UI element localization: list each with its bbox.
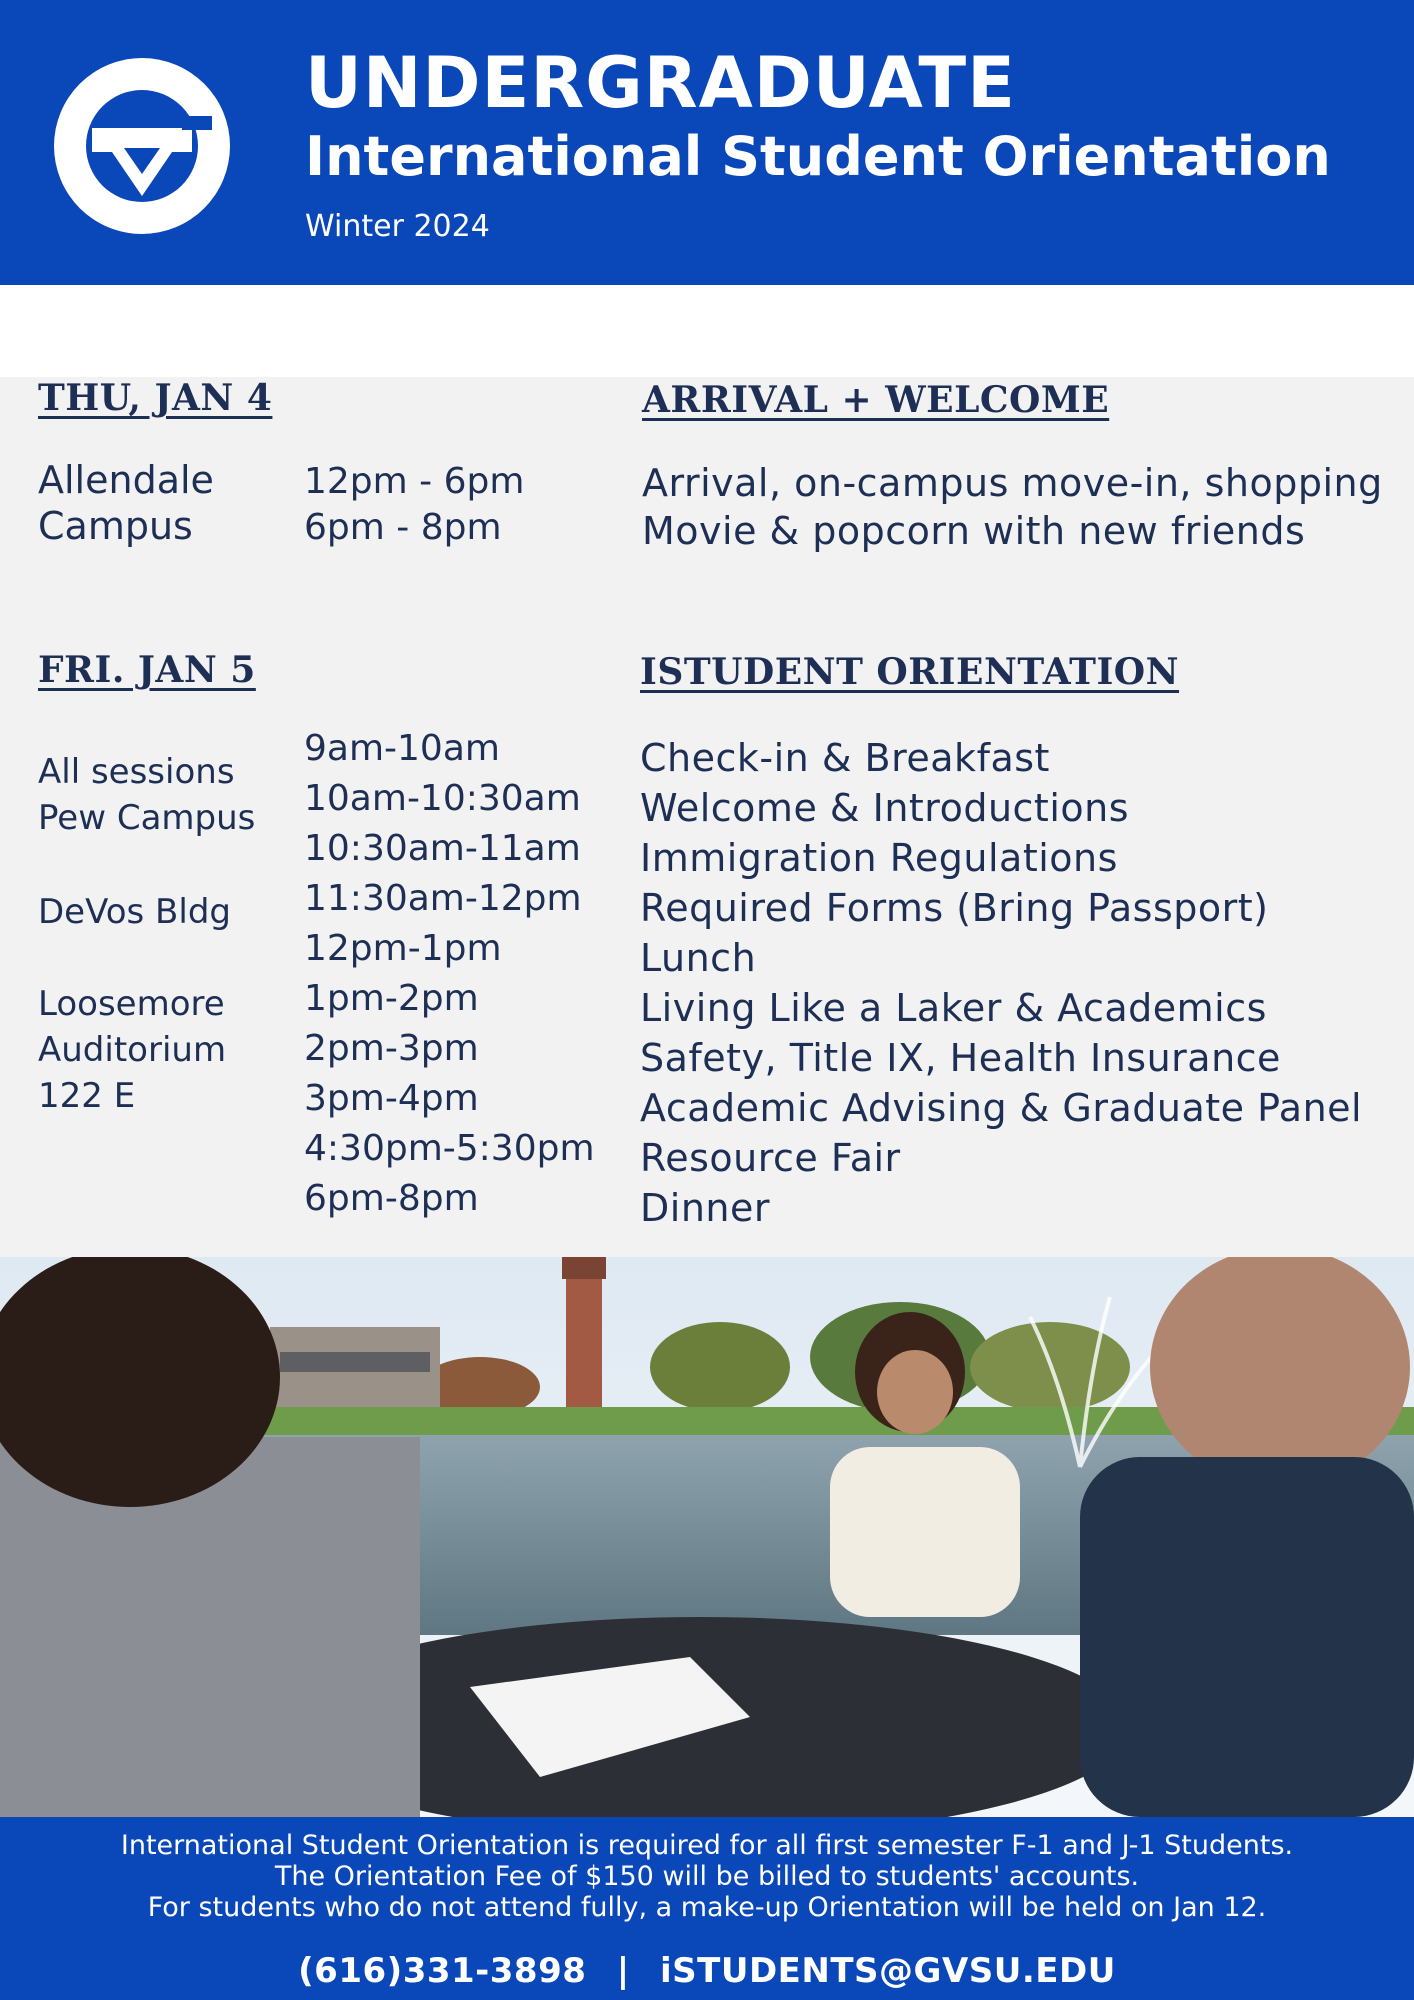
time-slot: 9am-10am bbox=[304, 728, 500, 769]
location-line: 122 E bbox=[38, 1076, 136, 1116]
schedule-panel bbox=[0, 377, 1414, 1257]
time-slot: 12pm-1pm bbox=[304, 928, 502, 969]
gvsu-logo-icon bbox=[52, 56, 232, 236]
activity-item: Arrival, on-campus move-in, shopping bbox=[642, 461, 1383, 505]
time-slot: 3pm-4pm bbox=[304, 1078, 479, 1119]
location-line: Pew Campus bbox=[38, 798, 256, 838]
activity-item: Required Forms (Bring Passport) bbox=[640, 886, 1269, 930]
footer-requirement-text: International Student Orientation is required for all first semester F-1 and J-1 Students. bbox=[120, 1830, 1294, 1861]
time-slot: 1pm-2pm bbox=[304, 978, 479, 1019]
location-line: Campus bbox=[38, 504, 193, 548]
phone-link[interactable]: (616)331-3898 bbox=[298, 1951, 587, 1991]
footer-contact bbox=[0, 1951, 1414, 1991]
location-line: All sessions bbox=[38, 752, 235, 792]
friday-room bbox=[38, 981, 226, 1119]
activity-item: Check-in & Breakfast bbox=[640, 736, 1050, 780]
activity-item: Resource Fair bbox=[640, 1136, 901, 1180]
time-slot: 6pm - 8pm bbox=[304, 507, 502, 548]
time-slot: 2pm-3pm bbox=[304, 1028, 479, 1069]
friday-sessions-location bbox=[38, 749, 255, 841]
activity-item: Lunch bbox=[640, 936, 757, 980]
thursday-location bbox=[38, 457, 214, 549]
location-line: Auditorium bbox=[38, 1030, 227, 1070]
footer-banner bbox=[0, 1817, 1414, 2000]
activity-item: Academic Advising & Graduate Panel bbox=[640, 1086, 1363, 1130]
istudent-orientation-heading: ISTUDENT ORIENTATION bbox=[640, 651, 1180, 693]
title-orientation: International Student Orientation bbox=[305, 125, 1331, 188]
activity-item: Welcome & Introductions bbox=[640, 786, 1130, 830]
friday-day-heading: FRI. JAN 5 bbox=[38, 649, 256, 691]
footer-makeup-text: For students who do not attend fully, a make-up Orientation will be held on Jan 12. bbox=[147, 1892, 1267, 1923]
email-link[interactable]: iSTUDENTS@GVSU.EDU bbox=[660, 1951, 1116, 1991]
contact-separator: | bbox=[616, 1951, 630, 1991]
thursday-times bbox=[304, 459, 524, 551]
campus-photo bbox=[0, 1257, 1414, 1817]
footer-fee-text: The Orientation Fee of $150 will be billed to students' accounts. bbox=[274, 1861, 1140, 1892]
time-slot: 6pm-8pm bbox=[304, 1178, 479, 1219]
activity-item: Dinner bbox=[640, 1186, 770, 1230]
activity-item: Living Like a Laker & Academics bbox=[640, 986, 1267, 1030]
title-undergraduate: UNDERGRADUATE bbox=[305, 42, 1016, 124]
location-line: Loosemore bbox=[38, 984, 225, 1024]
activity-item: Safety, Title IX, Health Insurance bbox=[640, 1036, 1281, 1080]
location-line: Allendale bbox=[38, 458, 214, 502]
activity-item: Immigration Regulations bbox=[640, 836, 1118, 880]
subtitle-term: Winter 2024 bbox=[305, 209, 490, 244]
thursday-day-heading: THU, JAN 4 bbox=[38, 377, 273, 419]
time-slot: 11:30am-12pm bbox=[304, 878, 582, 919]
time-slot: 4:30pm-5:30pm bbox=[304, 1128, 595, 1169]
friday-times bbox=[304, 724, 595, 1224]
friday-building: DeVos Bldg bbox=[38, 892, 231, 932]
activity-item: Movie & popcorn with new friends bbox=[642, 509, 1306, 553]
time-slot: 12pm - 6pm bbox=[304, 461, 525, 502]
arrival-welcome-heading: ARRIVAL + WELCOME bbox=[642, 379, 1110, 421]
header-banner bbox=[0, 0, 1414, 285]
friday-activities bbox=[640, 733, 1362, 1233]
time-slot: 10am-10:30am bbox=[304, 778, 581, 819]
time-slot: 10:30am-11am bbox=[304, 828, 581, 869]
campus-photo-illustration bbox=[0, 1257, 1414, 1817]
thursday-activities bbox=[642, 459, 1383, 555]
